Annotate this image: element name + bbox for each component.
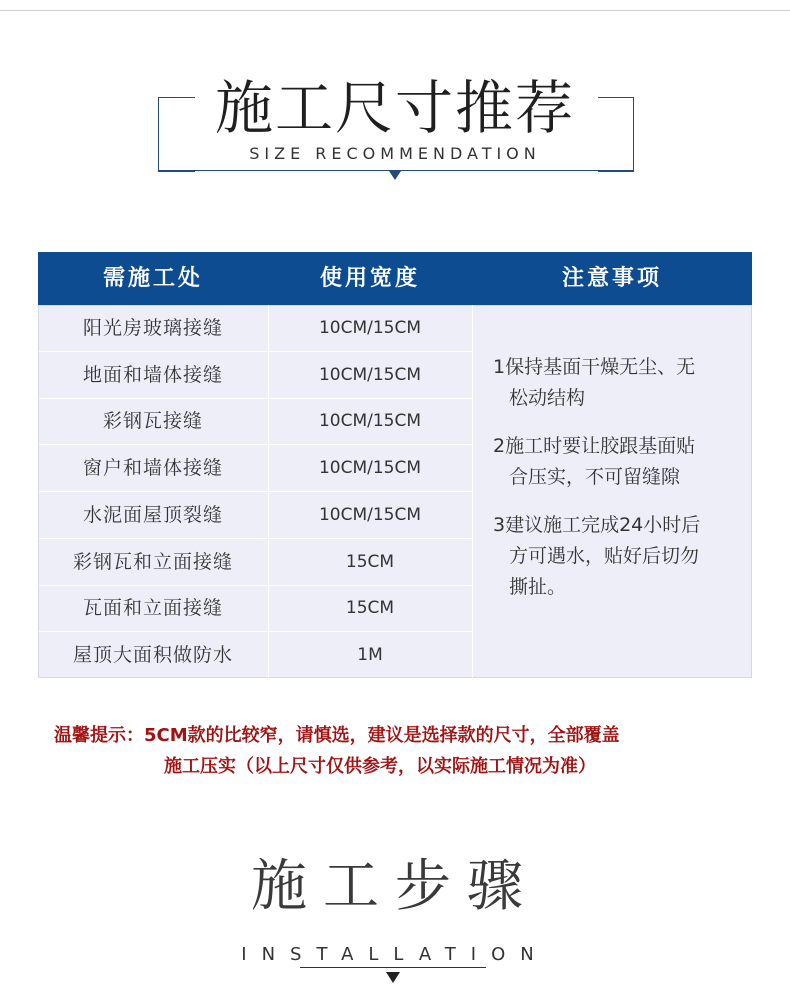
cell-width: 10CM/15CM <box>318 458 422 478</box>
row-divider <box>39 351 472 352</box>
note-line: 2施工时要让胶跟基面贴 <box>493 435 696 457</box>
header-width: 使用宽度 <box>319 266 420 291</box>
cell-place: 屋顶大面积做防水 <box>72 644 233 666</box>
cell-width: 10CM/15CM <box>318 411 422 431</box>
note-line: 合压实，不可留缝隙 <box>509 466 681 488</box>
table-row <box>38 632 472 678</box>
table-row <box>38 492 472 538</box>
cell-place: 彩钢瓦接缝 <box>102 410 203 432</box>
note-line: 松动结构 <box>509 387 586 409</box>
row-divider <box>39 491 472 492</box>
table-row <box>38 398 472 444</box>
install-heading-title: 施工步骤 <box>251 854 539 919</box>
row-divider <box>39 585 472 586</box>
header-notes: 注意事项 <box>561 266 662 291</box>
cell-place: 阳光房玻璃接缝 <box>82 317 223 339</box>
cell-width: 10CM/15CM <box>318 318 422 338</box>
cell-width: 1M <box>357 645 383 665</box>
notes-cell <box>493 352 743 620</box>
cell-width: 10CM/15CM <box>318 505 422 525</box>
triangle-down-icon <box>386 972 400 983</box>
note-line: 撕扯。 <box>509 576 567 598</box>
triangle-down-icon <box>389 171 401 180</box>
install-heading-subtitle: INSTALLATION <box>241 944 549 965</box>
cell-width: 10CM/15CM <box>318 365 422 385</box>
note-item <box>493 352 743 414</box>
note-line: 3建议施工完成24小时后 <box>493 514 701 536</box>
table-row <box>38 352 472 398</box>
note-item <box>493 431 743 493</box>
table-header <box>38 252 752 305</box>
note-line: 方可遇水，贴好后切勿 <box>509 545 700 567</box>
note-line: 1保持基面干燥无尘、无 <box>493 356 696 378</box>
table-row <box>38 539 472 585</box>
heading-underline <box>300 967 486 968</box>
row-divider <box>39 398 472 399</box>
table-row <box>38 445 472 491</box>
table-row <box>38 305 472 351</box>
size-heading-subtitle: SIZE RECOMMENDATION <box>249 144 541 163</box>
row-divider <box>39 631 472 632</box>
cell-width: 15CM <box>345 552 395 572</box>
cell-place: 窗户和墙体接缝 <box>82 457 223 479</box>
top-divider <box>0 10 790 11</box>
warm-tip <box>54 720 754 782</box>
header-place: 需施工处 <box>102 266 203 291</box>
row-divider <box>39 538 472 539</box>
tip-line: 施工压实（以上尺寸仅供参考，以实际施工情况为准） <box>164 756 596 777</box>
size-heading-title: 施工尺寸推荐 <box>214 74 575 142</box>
size-table <box>38 252 752 678</box>
column-divider <box>472 305 473 678</box>
cell-width: 15CM <box>345 598 395 618</box>
heading-frame-right <box>598 97 634 172</box>
row-divider <box>39 444 472 445</box>
cell-place: 地面和墙体接缝 <box>82 364 223 386</box>
note-item <box>493 510 743 603</box>
cell-place: 瓦面和立面接缝 <box>82 597 223 619</box>
cell-place: 水泥面屋顶裂缝 <box>82 504 223 526</box>
cell-place: 彩钢瓦和立面接缝 <box>72 551 233 573</box>
tip-line: 温馨提示：5CM款的比较窄，请慎选，建议是选择款的尺寸，全部覆盖 <box>54 725 620 746</box>
table-row <box>38 585 472 631</box>
heading-frame-left <box>158 97 195 172</box>
